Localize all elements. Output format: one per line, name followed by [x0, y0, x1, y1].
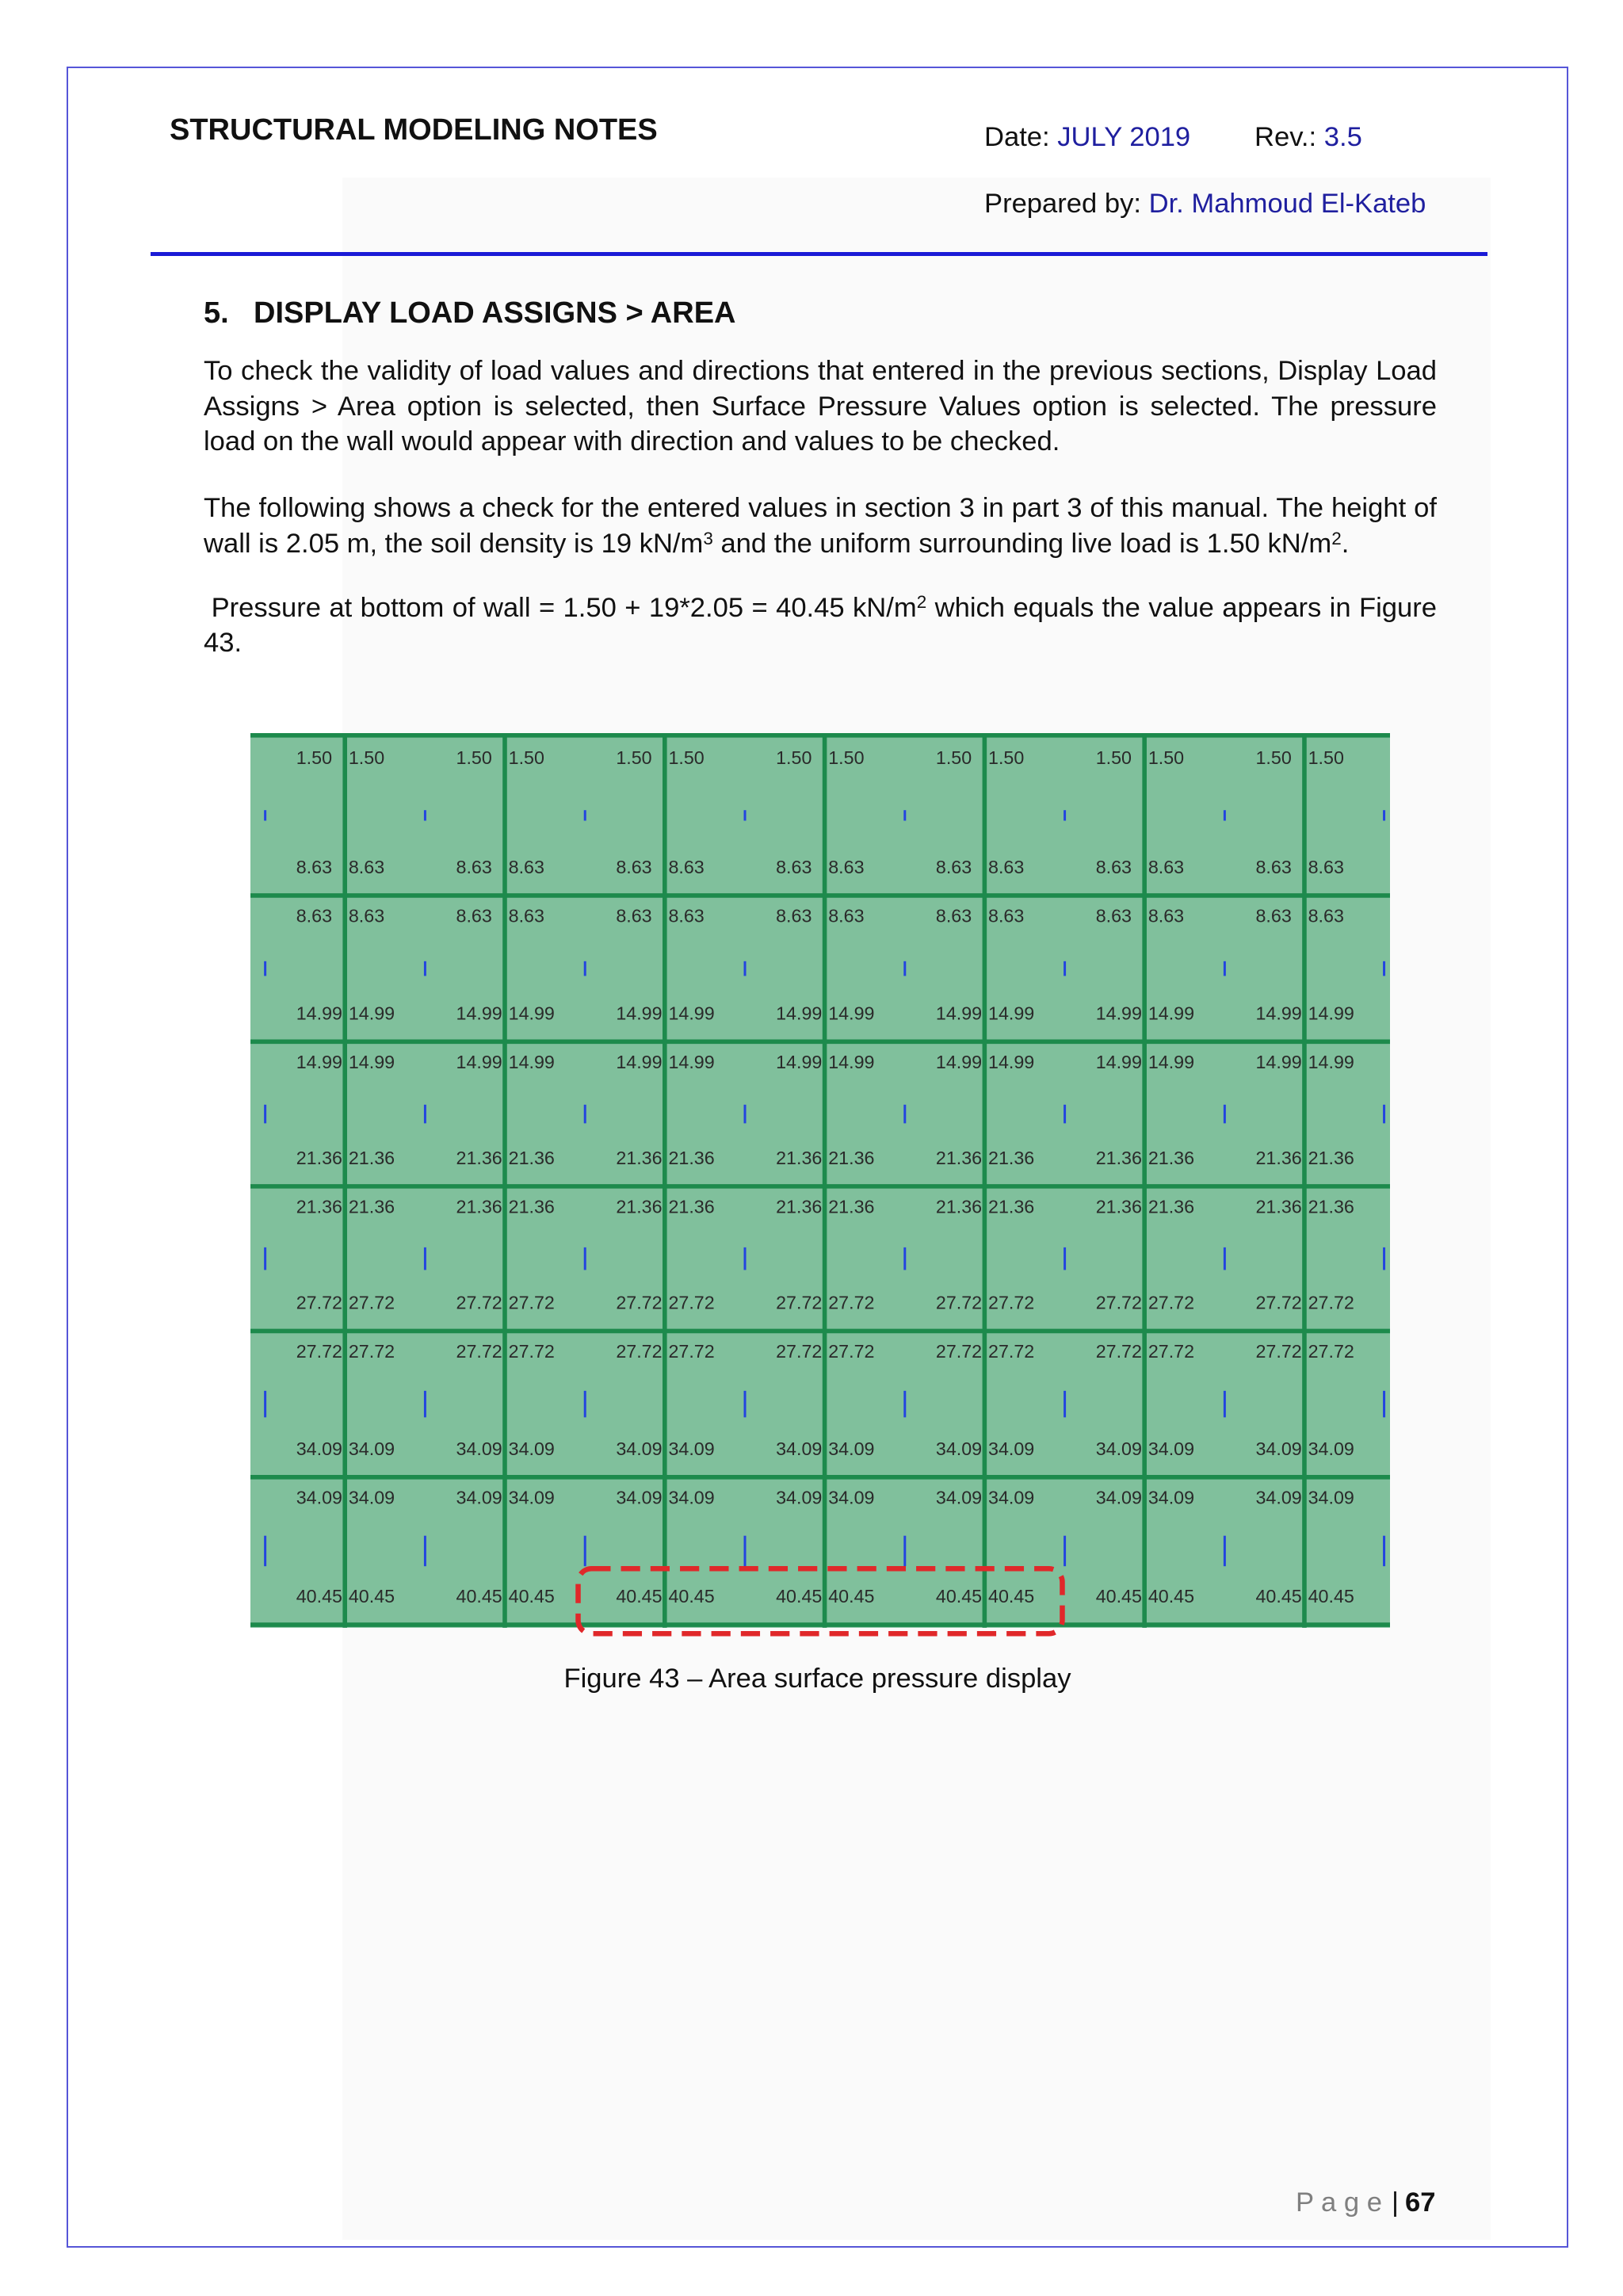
- paragraph: [204, 491, 1437, 561]
- pressure-value-label: 40.45: [668, 1586, 715, 1607]
- pressure-value-label: 1.50: [1308, 747, 1344, 769]
- pressure-value-label: 8.63: [1308, 856, 1344, 877]
- pressure-value-label: 34.09: [456, 1487, 502, 1508]
- date-label: Date:: [984, 122, 1050, 152]
- revision-value: 3.5: [1323, 122, 1362, 152]
- pressure-value-label: 21.36: [296, 1196, 342, 1217]
- pressure-value-label: 8.63: [1255, 905, 1292, 926]
- pressure-value-label: 27.72: [508, 1292, 555, 1313]
- pressure-value-label: 27.72: [296, 1340, 342, 1362]
- pressure-value-label: 34.09: [776, 1438, 823, 1459]
- pressure-value-label: 27.72: [508, 1340, 555, 1362]
- pressure-value-label: 21.36: [776, 1147, 823, 1168]
- pressure-value-label: 27.72: [988, 1340, 1035, 1362]
- pressure-value-label: 40.45: [935, 1586, 983, 1607]
- pressure-value-label: 8.63: [1148, 905, 1185, 926]
- pressure-value-label: 14.99: [508, 1051, 555, 1072]
- pressure-value-label: 27.72: [668, 1340, 715, 1362]
- pressure-value-label: 8.63: [616, 856, 652, 877]
- pressure-value-label: 27.72: [1148, 1292, 1195, 1313]
- pressure-value-label: 1.50: [456, 747, 492, 769]
- pressure-value-label: 34.09: [508, 1438, 555, 1459]
- pressure-value-label: 1.50: [296, 747, 333, 769]
- pressure-value-label: 27.72: [456, 1292, 502, 1313]
- pressure-value-label: 8.63: [1308, 905, 1344, 926]
- pressure-value-label: 40.45: [616, 1586, 663, 1607]
- pressure-value-label: 34.09: [456, 1438, 502, 1459]
- pressure-value-label: 27.72: [616, 1340, 663, 1362]
- pressure-value-label: 27.72: [1255, 1292, 1302, 1313]
- pressure-value-label: 8.63: [935, 905, 972, 926]
- pressure-value-label: 1.50: [616, 747, 652, 769]
- pressure-value-label: 21.36: [776, 1196, 823, 1217]
- pressure-value-label: 8.63: [296, 856, 333, 877]
- pressure-value-label: 40.45: [1095, 1586, 1142, 1607]
- pressure-value-label: 8.63: [508, 905, 544, 926]
- pressure-value-label: 34.09: [1148, 1487, 1195, 1508]
- pressure-value-label: 14.99: [668, 1003, 715, 1024]
- pressure-value-label: 14.99: [668, 1051, 715, 1072]
- pressure-value-label: 14.99: [776, 1003, 823, 1024]
- pressure-value-label: 14.99: [935, 1051, 983, 1072]
- paragraph-text: which equals the value appears in Figure 43.: [204, 592, 1437, 659]
- pressure-value-label: 21.36: [1255, 1147, 1302, 1168]
- pressure-value-label: 14.99: [348, 1003, 395, 1024]
- pressure-value-label: 21.36: [456, 1196, 502, 1217]
- pressure-value-label: 34.09: [616, 1438, 663, 1459]
- pressure-value-label: 14.99: [935, 1003, 983, 1024]
- page-number: 67: [1405, 2187, 1436, 2218]
- paragraph: To check the validity of load values and directions that entered in the previous sections, Display Load Assigns > Area option is selected, then Surface Pressure Values option is selected. The pressure load on the wall would appear with direction and values to be checked.: [204, 356, 1437, 457]
- pressure-value-label: 8.63: [296, 905, 333, 926]
- revision-line: [1254, 124, 1362, 151]
- pressure-value-label: 27.72: [348, 1292, 395, 1313]
- superscript: 3: [703, 528, 713, 548]
- pressure-value-label: 8.63: [828, 905, 865, 926]
- page-label: P a g e: [1296, 2187, 1382, 2218]
- pressure-value-label: 14.99: [776, 1051, 823, 1072]
- paragraph-text: The following shows a check for the entered values in section 3 in part 3 of this manual. The height of wall is 2.05 m, the soil density is 19 kN/m: [204, 493, 1437, 559]
- pressure-value-label: 21.36: [828, 1147, 875, 1168]
- pressure-value-label: 27.72: [1095, 1292, 1142, 1313]
- section-number: 5.: [204, 296, 229, 330]
- pressure-value-label: 34.09: [1308, 1487, 1354, 1508]
- pressure-value-label: 14.99: [1148, 1003, 1195, 1024]
- superscript: 2: [1331, 528, 1342, 548]
- pressure-value-label: 34.09: [1255, 1438, 1302, 1459]
- pressure-value-label: 40.45: [296, 1586, 342, 1607]
- pressure-value-label: 14.99: [616, 1051, 663, 1072]
- section-heading: DISPLAY LOAD ASSIGNS > AREA: [254, 296, 736, 330]
- pressure-value-label: 1.50: [1255, 747, 1292, 769]
- pressure-value-label: 8.63: [828, 856, 865, 877]
- pressure-value-label: 21.36: [935, 1196, 983, 1217]
- pressure-value-label: 34.09: [1148, 1438, 1195, 1459]
- pressure-value-label: 8.63: [1095, 905, 1132, 926]
- pressure-value-label: 8.63: [1148, 856, 1185, 877]
- header-rule: [151, 252, 1487, 256]
- pressure-value-label: 14.99: [616, 1003, 663, 1024]
- pressure-value-label: 27.72: [1308, 1292, 1354, 1313]
- revision-label: Rev.:: [1254, 122, 1317, 152]
- pressure-value-label: 21.36: [828, 1196, 875, 1217]
- pressure-value-label: 8.63: [668, 856, 705, 877]
- pressure-value-label: 14.99: [828, 1003, 875, 1024]
- pressure-value-label: 14.99: [1148, 1051, 1195, 1072]
- pressure-value-label: 21.36: [668, 1147, 715, 1168]
- pressure-value-label: 27.72: [668, 1292, 715, 1313]
- pressure-value-label: 34.09: [776, 1487, 823, 1508]
- pressure-value-label: 34.09: [348, 1438, 395, 1459]
- pressure-value-label: 40.45: [1148, 1586, 1195, 1607]
- pressure-value-label: 21.36: [935, 1147, 983, 1168]
- pressure-value-label: 8.63: [935, 856, 972, 877]
- pressure-value-label: 1.50: [668, 747, 705, 769]
- document-title: STRUCTURAL MODELING NOTES: [170, 113, 658, 147]
- pressure-value-label: 21.36: [1148, 1147, 1195, 1168]
- pressure-value-label: 14.99: [508, 1003, 555, 1024]
- superscript: 2: [916, 592, 927, 613]
- pressure-value-label: 27.72: [1148, 1340, 1195, 1362]
- pressure-value-label: 1.50: [988, 747, 1025, 769]
- pressure-value-label: 14.99: [1255, 1003, 1302, 1024]
- pressure-value-label: 1.50: [1148, 747, 1185, 769]
- pressure-value-label: 1.50: [348, 747, 385, 769]
- pressure-value-label: 34.09: [828, 1487, 875, 1508]
- pressure-value-label: 21.36: [1308, 1147, 1354, 1168]
- pressure-value-label: 27.72: [456, 1340, 502, 1362]
- pressure-value-label: 21.36: [616, 1147, 663, 1168]
- pressure-value-label: 34.09: [1095, 1487, 1142, 1508]
- date-line: [984, 124, 1190, 151]
- pressure-value-label: 34.09: [296, 1487, 342, 1508]
- section-body: [204, 353, 1437, 661]
- pressure-grid: [250, 733, 1390, 1628]
- pressure-value-label: 27.72: [935, 1340, 983, 1362]
- pressure-value-label: 40.45: [828, 1586, 875, 1607]
- pressure-value-label: 34.09: [828, 1438, 875, 1459]
- pressure-value-label: 34.09: [296, 1438, 342, 1459]
- pressure-value-label: 40.45: [1255, 1586, 1302, 1607]
- pressure-value-label: 8.63: [988, 856, 1025, 877]
- pressure-value-label: 14.99: [1095, 1051, 1142, 1072]
- pressure-value-label: 34.09: [508, 1487, 555, 1508]
- pressure-value-label: 8.63: [1095, 856, 1132, 877]
- pressure-value-label: 40.45: [456, 1586, 502, 1607]
- pressure-value-label: 27.72: [296, 1292, 342, 1313]
- pressure-value-label: 14.99: [348, 1051, 395, 1072]
- pressure-value-label: 40.45: [1308, 1586, 1354, 1607]
- paragraph: [204, 590, 1437, 661]
- pressure-value-label: 14.99: [988, 1003, 1035, 1024]
- pressure-value-label: 21.36: [508, 1147, 555, 1168]
- page-separator: |: [1392, 2187, 1399, 2218]
- pressure-value-label: 8.63: [616, 905, 652, 926]
- pressure-value-label: 14.99: [296, 1051, 342, 1072]
- pressure-value-label: 27.72: [1308, 1340, 1354, 1362]
- pressure-value-label: 27.72: [1095, 1340, 1142, 1362]
- pressure-value-label: 40.45: [508, 1586, 555, 1607]
- prepared-by-label: Prepared by:: [984, 189, 1141, 219]
- pressure-value-label: 1.50: [935, 747, 972, 769]
- pressure-value-label: 21.36: [616, 1196, 663, 1217]
- pressure-value-label: 14.99: [1308, 1051, 1354, 1072]
- pressure-value-label: 34.09: [668, 1487, 715, 1508]
- pressure-value-label: 8.63: [668, 905, 705, 926]
- pressure-value-label: 21.36: [988, 1196, 1035, 1217]
- pressure-value-label: 21.36: [1255, 1196, 1302, 1217]
- pressure-value-label: 21.36: [988, 1147, 1035, 1168]
- pressure-value-label: 27.72: [935, 1292, 983, 1313]
- pressure-value-label: 14.99: [1255, 1051, 1302, 1072]
- pressure-value-label: 21.36: [508, 1196, 555, 1217]
- pressure-value-label: 8.63: [776, 905, 812, 926]
- pressure-value-label: 27.72: [776, 1292, 823, 1313]
- pressure-value-label: 8.63: [776, 856, 812, 877]
- pressure-value-label: 14.99: [1095, 1003, 1142, 1024]
- pressure-value-label: 14.99: [456, 1051, 502, 1072]
- pressure-value-label: 34.09: [1255, 1487, 1302, 1508]
- prepared-by-line: [984, 190, 1426, 218]
- pressure-value-label: 34.09: [988, 1438, 1035, 1459]
- pressure-value-label: 8.63: [988, 905, 1025, 926]
- pressure-value-label: 27.72: [988, 1292, 1035, 1313]
- pressure-value-label: 27.72: [828, 1292, 875, 1313]
- pressure-value-label: 1.50: [1095, 747, 1132, 769]
- pressure-value-label: 8.63: [456, 856, 492, 877]
- pressure-value-label: 21.36: [348, 1147, 395, 1168]
- pressure-value-label: 34.09: [988, 1487, 1035, 1508]
- pressure-value-label: 27.72: [1255, 1340, 1302, 1362]
- pressure-value-label: 34.09: [1308, 1438, 1354, 1459]
- pressure-value-label: 34.09: [1095, 1438, 1142, 1459]
- pressure-value-label: 40.45: [776, 1586, 823, 1607]
- pressure-value-label: 21.36: [1095, 1147, 1142, 1168]
- paragraph-text: .: [1341, 528, 1350, 559]
- pressure-value-label: 34.09: [616, 1487, 663, 1508]
- area-pressure-figure: [250, 733, 1390, 1637]
- pressure-value-label: 21.36: [456, 1147, 502, 1168]
- figure-caption: Figure 43 – Area surface pressure display: [563, 1664, 1071, 1694]
- pressure-value-label: 21.36: [296, 1147, 342, 1168]
- paragraph-text: and the uniform surrounding live load is 1.50 kN/m: [712, 528, 1332, 559]
- pressure-value-label: 1.50: [776, 747, 812, 769]
- pressure-value-label: 8.63: [508, 856, 544, 877]
- pressure-value-label: 27.72: [828, 1340, 875, 1362]
- pressure-value-label: 14.99: [296, 1003, 342, 1024]
- pressure-value-label: 34.09: [668, 1438, 715, 1459]
- pressure-value-label: 14.99: [828, 1051, 875, 1072]
- pressure-value-label: 8.63: [1255, 856, 1292, 877]
- pressure-value-label: 27.72: [616, 1292, 663, 1313]
- pressure-value-label: 21.36: [1148, 1196, 1195, 1217]
- pressure-value-label: 40.45: [348, 1586, 395, 1607]
- pressure-value-label: 8.63: [348, 905, 385, 926]
- pressure-value-label: 27.72: [776, 1340, 823, 1362]
- pressure-value-label: 14.99: [456, 1003, 502, 1024]
- pressure-value-label: 34.09: [935, 1487, 983, 1508]
- pressure-value-label: 14.99: [1308, 1003, 1354, 1024]
- pressure-value-label: 21.36: [668, 1196, 715, 1217]
- pressure-value-label: 1.50: [508, 747, 544, 769]
- pressure-value-label: 14.99: [988, 1051, 1035, 1072]
- pressure-value-label: 21.36: [1095, 1196, 1142, 1217]
- date-value: JULY 2019: [1057, 122, 1191, 152]
- author-name: Dr. Mahmoud El-Kateb: [1148, 189, 1426, 219]
- pressure-value-label: 1.50: [828, 747, 865, 769]
- pressure-value-label: 34.09: [935, 1438, 983, 1459]
- paragraph-text: Pressure at bottom of wall = 1.50 + 19*2.05 = 40.45 kN/m: [211, 592, 917, 623]
- pressure-value-label: 21.36: [1308, 1196, 1354, 1217]
- pressure-value-label: 21.36: [348, 1196, 395, 1217]
- pressure-value-label: 8.63: [348, 856, 385, 877]
- pressure-value-label: 27.72: [348, 1340, 395, 1362]
- pressure-value-label: 34.09: [348, 1487, 395, 1508]
- pressure-value-label: 8.63: [456, 905, 492, 926]
- pressure-value-label: 40.45: [988, 1586, 1035, 1607]
